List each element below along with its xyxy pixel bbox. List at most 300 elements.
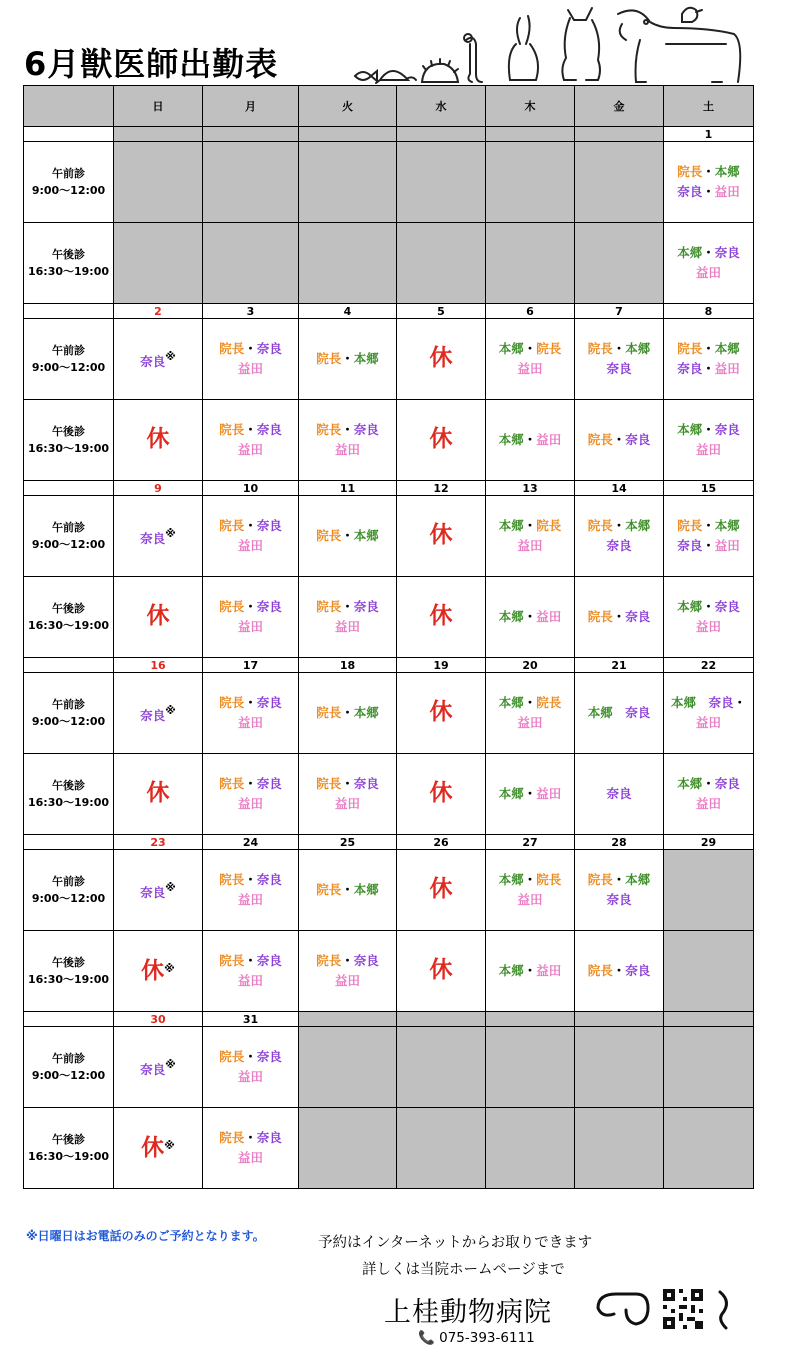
date-cell [397,1012,486,1027]
doctor-name: 院長 [587,963,613,978]
doctor-name: 益田 [237,1150,263,1165]
shift-cell [575,1108,664,1189]
date-cell: 28 [575,835,664,850]
shift-cell [486,223,575,304]
shift-cell: 本郷・奈良 益田 [664,754,754,835]
date-row [24,835,754,850]
doctor-name: 院長 [587,609,613,624]
doctor-name: 院長 [316,776,342,791]
shift-cell: 本郷・奈良 益田 [664,400,754,481]
doctor-name: 院長 [316,422,342,437]
shift-cell: 院長・奈良 益田 [203,850,299,931]
doctor-name: 本郷 [677,422,703,437]
shift-cell [575,1027,664,1108]
date-cell: 3 [203,304,299,319]
date-row [24,481,754,496]
doctor-name: 奈良 [353,953,379,968]
doctor-name: 益田 [536,432,562,447]
date-cell: 17 [203,658,299,673]
date-cell: 24 [203,835,299,850]
shift-cell: 院長・奈良 益田 [203,754,299,835]
shift-cell [664,1027,754,1108]
shift-cell: 奈良※ [114,850,203,931]
shift-cell [664,931,754,1012]
date-cell: 23 [114,835,203,850]
doctor-name: 奈良 [256,695,282,710]
doctor-name: 院長 [536,341,562,356]
closed-mark: 休 [429,956,453,983]
doctor-name: 奈良 [140,530,166,546]
date-cell: 21 [575,658,664,673]
shift-cell [114,1108,203,1189]
shift-cell [299,142,397,223]
doctor-name: 益田 [237,619,263,634]
doctor-name: 奈良 [714,776,740,791]
schedule-table [23,85,754,1189]
shift-cell [203,223,299,304]
shift-cell [114,400,203,481]
date-cell [397,127,486,142]
doctor-name: 奈良 [353,599,379,614]
doctor-name: 益田 [237,892,263,907]
doctor-name: 奈良 [256,776,282,791]
date-cell: 27 [486,835,575,850]
shift-cell [575,142,664,223]
date-cell [486,127,575,142]
doctor-name: 院長 [316,599,342,614]
doctor-name: 本郷 [670,695,696,710]
date-cell: 8 [664,304,754,319]
shift-cell [575,223,664,304]
doctor-name: 益田 [237,796,263,811]
date-cell [203,127,299,142]
reservation-info [318,1230,658,1284]
shift-cell: 院長・本郷 [299,850,397,931]
session-row-am [24,319,754,400]
shift-cell [397,673,486,754]
doctor-name: 院長 [677,341,703,356]
closed-mark: 休※ [141,957,175,984]
closed-mark: 休 [146,602,170,629]
date-row [24,304,754,319]
doctor-name: 本郷 [498,518,524,533]
shift-cell: 院長・本郷 奈良 [575,496,664,577]
shift-cell: 本郷 奈良・ 益田 [664,673,754,754]
date-row [24,127,754,142]
shift-cell [114,142,203,223]
date-cell [575,127,664,142]
shift-cell: 院長・奈良 益田 [299,400,397,481]
shift-cell [114,754,203,835]
doctor-name: 奈良 [714,599,740,614]
weekday-header-row [24,86,754,127]
session-row-pm [24,754,754,835]
doctor-name: 奈良 [625,432,651,447]
doctor-name: 益田 [334,796,360,811]
shift-cell [486,142,575,223]
shift-cell: 本郷・奈良 益田 [664,577,754,658]
shift-cell: 院長・奈良 益田 [203,1027,299,1108]
weekday-6: 土 [664,86,754,127]
date-cell: 1 [664,127,754,142]
date-cell: 5 [397,304,486,319]
doctor-name: 院長 [677,518,703,533]
weekday-5: 金 [575,86,664,127]
doctor-name: 奈良 [714,245,740,260]
weekday-1: 月 [203,86,299,127]
doctor-name: 奈良 [353,422,379,437]
doctor-name: 益田 [695,796,721,811]
shift-cell: 本郷・奈良 益田 [664,223,754,304]
date-cell: 2 [114,304,203,319]
date-cell: 25 [299,835,397,850]
doctor-name: 奈良 [140,1061,166,1077]
closed-mark: 休 [146,779,170,806]
date-cell: 7 [575,304,664,319]
doctor-name: 益田 [237,973,263,988]
session-label: 午前診 9:00〜12:00 [24,1027,114,1108]
session-row-am [24,673,754,754]
session-label: 午前診 9:00〜12:00 [24,142,114,223]
shift-cell: 院長・奈良 益田 [203,319,299,400]
date-cell [114,127,203,142]
doctor-name: 益田 [517,892,543,907]
session-label: 午前診 9:00〜12:00 [24,496,114,577]
shift-cell: 院長・本郷 [299,673,397,754]
doctor-name: 本郷 [498,786,524,801]
shift-cell [397,319,486,400]
doctor-name: 益田 [237,538,263,553]
doctor-name: 院長 [219,422,245,437]
doctor-name: 奈良 [256,872,282,887]
closed-mark: 休 [429,779,453,806]
shift-cell: 院長・本郷 [299,496,397,577]
doctor-name: 本郷 [498,341,524,356]
doctor-name: 院長 [219,872,245,887]
session-label: 午後診 16:30〜19:00 [24,400,114,481]
doctor-name: 院長 [219,341,245,356]
doctor-name: 益田 [334,442,360,457]
phone-number[interactable] [418,1330,535,1346]
session-row-pm [24,1108,754,1189]
doctor-name: 院長 [219,1049,245,1064]
shift-cell: 本郷・院長 益田 [486,850,575,931]
phone-icon: 📞 [418,1330,435,1346]
doctor-name: 奈良 [606,786,632,801]
doctor-name: 院長 [536,695,562,710]
doctor-name: 院長 [219,953,245,968]
reservation-line-2: 詳しくは当院ホームページまで [362,1262,565,1278]
shift-cell: 院長・本郷 奈良・益田 [664,496,754,577]
session-row-am [24,1027,754,1108]
doctor-name: 院長 [587,432,613,447]
shift-cell: 奈良※ [114,496,203,577]
date-cell: 31 [203,1012,299,1027]
date-cell: 15 [664,481,754,496]
doctor-name: 奈良 [256,341,282,356]
doctor-name: 院長 [219,1130,245,1145]
session-label: 午後診 16:30〜19:00 [24,577,114,658]
doctor-name: 奈良 [677,538,703,553]
date-cell: 20 [486,658,575,673]
doctor-name: 益田 [517,715,543,730]
qr-code-icon[interactable] [663,1289,703,1329]
doctor-name: 奈良 [606,892,632,907]
shift-cell: 院長・奈良 益田 [203,1108,299,1189]
session-row-am [24,142,754,223]
shift-cell [664,1108,754,1189]
shift-cell: 院長・本郷 [299,319,397,400]
closed-mark: 休 [146,425,170,452]
date-cell: 18 [299,658,397,673]
date-row [24,1012,754,1027]
session-label: 午前診 9:00〜12:00 [24,319,114,400]
doctor-name: 奈良 [625,705,651,720]
doctor-name: 院長 [316,705,342,720]
shift-cell: 院長・奈良 益田 [203,931,299,1012]
doctor-name: 院長 [219,776,245,791]
doctor-name: 奈良 [256,1049,282,1064]
doctor-name: 益田 [536,786,562,801]
doctor-name: 本郷 [498,432,524,447]
doctor-name: 本郷 [498,609,524,624]
weekday-0: 日 [114,86,203,127]
shift-cell: 院長・奈良 益田 [299,931,397,1012]
doctor-name: 奈良 [606,361,632,376]
shift-cell: 奈良※ [114,319,203,400]
doctor-name: 院長 [219,518,245,533]
doctor-name: 本郷 [498,963,524,978]
animal-illustration [350,0,750,90]
date-cell: 29 [664,835,754,850]
doctor-name: 奈良 [625,609,651,624]
shift-cell [299,223,397,304]
shift-cell [397,754,486,835]
doctor-name: 奈良 [606,538,632,553]
closed-mark: 休 [429,698,453,725]
shift-cell: 院長・奈良 益田 [299,754,397,835]
date-cell: 14 [575,481,664,496]
date-cell: 26 [397,835,486,850]
closed-mark: 休 [429,521,453,548]
session-label: 午前診 9:00〜12:00 [24,850,114,931]
shift-cell [203,142,299,223]
doctor-name: 奈良 [140,707,166,723]
date-cell: 4 [299,304,397,319]
shift-cell: 院長・奈良 益田 [203,496,299,577]
sunday-note: ※日曜日はお電話のみのご予約となります。 [26,1229,265,1243]
session-row-pm [24,577,754,658]
shift-cell [397,142,486,223]
date-cell: 13 [486,481,575,496]
session-row-am [24,496,754,577]
shift-cell: 本郷・益田 [486,400,575,481]
session-label: 午後診 16:30〜19:00 [24,931,114,1012]
doctor-name: 院長 [219,695,245,710]
doctor-name: 益田 [237,361,263,376]
doctor-name: 院長 [536,872,562,887]
doctor-name: 益田 [517,361,543,376]
shift-cell: 院長・本郷 奈良 [575,319,664,400]
doctor-name: 院長 [677,164,703,179]
shift-cell [299,1027,397,1108]
weekday-2: 火 [299,86,397,127]
doctor-name: 奈良 [140,884,166,900]
shift-cell [397,496,486,577]
doctor-name: 益田 [714,184,740,199]
doctor-name: 本郷 [714,518,740,533]
cat-icon [562,8,600,80]
closed-mark: 休 [429,602,453,629]
date-cell [664,1012,754,1027]
doctor-name: 院長 [316,882,342,897]
session-row-pm [24,400,754,481]
page-title: 6月獣医師出勤表 [24,45,279,83]
hospital-name: 上桂動物病院 [384,1297,552,1328]
doctor-name: 本郷 [587,705,613,720]
weekday-3: 水 [397,86,486,127]
shift-cell: 本郷・院長 益田 [486,673,575,754]
shift-cell: 本郷・益田 [486,931,575,1012]
session-row-pm [24,223,754,304]
doctor-name: 奈良 [353,776,379,791]
doctor-name: 奈良 [708,695,734,710]
shift-cell [486,1108,575,1189]
date-cell [299,1012,397,1027]
doctor-name: 奈良 [256,422,282,437]
doctor-name: 益田 [334,619,360,634]
date-cell: 6 [486,304,575,319]
closed-mark: 休 [429,344,453,371]
session-label: 午後診 16:30〜19:00 [24,1108,114,1189]
doctor-name: 益田 [695,442,721,457]
weekday-4: 木 [486,86,575,127]
doctor-name: 本郷 [498,872,524,887]
shift-cell [575,673,664,754]
closed-mark: 休 [429,875,453,902]
date-cell: 19 [397,658,486,673]
doctor-name: 奈良 [625,963,651,978]
doctor-name: 本郷 [677,245,703,260]
doctor-name: 奈良 [140,353,166,369]
fish-icon [355,71,377,81]
doctor-name: 院長 [587,872,613,887]
doctor-name: 奈良 [256,953,282,968]
date-cell: 10 [203,481,299,496]
doctor-name: 本郷 [353,882,379,897]
date-cell: 12 [397,481,486,496]
session-row-am [24,850,754,931]
doctor-name: 奈良 [256,518,282,533]
shift-cell [397,223,486,304]
doctor-name: 益田 [334,973,360,988]
date-cell: 11 [299,481,397,496]
doctor-name: 益田 [695,265,721,280]
date-cell: 16 [114,658,203,673]
header-corner [24,86,114,127]
doctor-name: 益田 [237,442,263,457]
doctor-name: 院長 [316,351,342,366]
doctor-name: 益田 [695,715,721,730]
doctor-name: 益田 [536,963,562,978]
hedgehog-icon [422,59,458,82]
date-cell: 22 [664,658,754,673]
shift-cell [299,1108,397,1189]
session-row-pm [24,931,754,1012]
date-cell [486,1012,575,1027]
shift-cell: 院長・奈良 [575,577,664,658]
shift-cell [486,1027,575,1108]
date-row [24,658,754,673]
doctor-name: 益田 [237,715,263,730]
shift-cell: 奈良※ [114,673,203,754]
shift-cell: 院長・奈良 益田 [203,400,299,481]
doctor-name: 院長 [587,341,613,356]
shift-cell: 院長・本郷 奈良・益田 [664,142,754,223]
doctor-name: 益田 [517,538,543,553]
shift-cell: 院長・奈良 益田 [203,577,299,658]
doctor-name: 本郷 [353,528,379,543]
doctor-name: 本郷 [625,341,651,356]
bird-icon [682,8,702,22]
shift-cell: 本郷・益田 [486,577,575,658]
date-cell: 30 [114,1012,203,1027]
shift-cell [397,850,486,931]
doctor-name: 本郷 [353,705,379,720]
shift-cell [397,1108,486,1189]
session-label: 午後診 16:30〜19:00 [24,754,114,835]
shift-cell: 院長・奈良 益田 [203,673,299,754]
doctor-name: 奈良 [256,1130,282,1145]
doctor-name: 院長 [536,518,562,533]
shift-cell [397,577,486,658]
doctor-name: 奈良 [677,184,703,199]
session-label: 午後診 16:30〜19:00 [24,223,114,304]
doctor-name: 奈良 [714,422,740,437]
shift-cell [114,223,203,304]
phone-number-text: 075-393-6111 [439,1330,535,1346]
shift-cell [397,400,486,481]
shift-cell [664,850,754,931]
doctor-name: 奈良 [677,361,703,376]
doctor-name: 本郷 [353,351,379,366]
doctor-name: 本郷 [714,341,740,356]
closed-mark: 休 [429,425,453,452]
doctor-name: 奈良 [256,599,282,614]
shift-cell: 院長・本郷 奈良・益田 [664,319,754,400]
shift-cell: 本郷・院長 益田 [486,319,575,400]
shift-cell: 院長・本郷 奈良 [575,850,664,931]
doctor-name: 院長 [316,953,342,968]
shift-cell [114,577,203,658]
shift-cell: 本郷・益田 [486,754,575,835]
doctor-name: 益田 [237,1069,263,1084]
shift-cell [397,1027,486,1108]
doctor-name: 院長 [316,528,342,543]
doctor-name: 本郷 [625,872,651,887]
shift-cell [397,931,486,1012]
shift-cell: 本郷・院長 益田 [486,496,575,577]
doctor-name: 本郷 [677,776,703,791]
doctor-name: 院長 [587,518,613,533]
date-cell [575,1012,664,1027]
turtle-icon [376,71,416,83]
doctor-name: 院長 [219,599,245,614]
doctor-name: 益田 [536,609,562,624]
date-cell: 9 [114,481,203,496]
doctor-name: 益田 [695,619,721,634]
shift-cell: 院長・奈良 益田 [299,577,397,658]
